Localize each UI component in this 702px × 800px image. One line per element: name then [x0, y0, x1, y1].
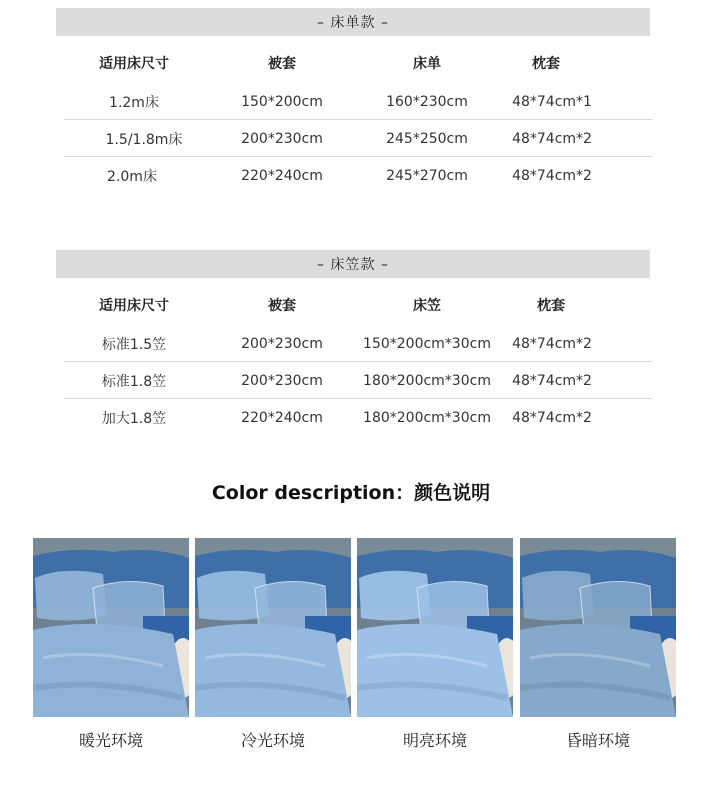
- table-header-row: [56, 43, 652, 83]
- size-table-sheet: [56, 43, 652, 194]
- header-fitted-sheet: 床笠: [413, 298, 441, 314]
- bedding-photo-bright-light: [357, 538, 513, 717]
- cell-pillowcase: 48*74cm*2: [512, 372, 592, 389]
- cell-pillowcase: 48*74cm*2: [512, 167, 592, 184]
- table-header-row: [56, 285, 652, 325]
- header-bed-size: 适用床尺寸: [99, 56, 169, 72]
- cell-duvet-cover: 150*200cm: [241, 93, 323, 110]
- section-title-text: – 床单款 –: [317, 15, 389, 31]
- section-title-sheet: [56, 8, 650, 36]
- cell-duvet-cover: 220*240cm: [241, 167, 323, 184]
- cell-flat-sheet: 245*270cm: [386, 167, 468, 184]
- header-duvet-cover: 被套: [268, 56, 296, 72]
- cell-pillowcase: 48*74cm*2: [512, 409, 592, 426]
- cell-bed-size: 加大1.8笠: [101, 410, 167, 427]
- cell-fitted-sheet: 150*200cm*30cm: [363, 335, 491, 352]
- table-row: [56, 157, 652, 194]
- cell-duvet-cover: 200*230cm: [241, 372, 323, 389]
- header-flat-sheet: 床单: [413, 56, 441, 72]
- caption-dim-light: 昏暗环境: [565, 731, 630, 750]
- cell-bed-size: 1.5/1.8m床: [105, 131, 183, 148]
- table-row: [56, 399, 652, 436]
- cell-fitted-sheet: 180*200cm*30cm: [363, 409, 491, 426]
- size-table-fitted: [56, 285, 652, 436]
- bedding-photo-warm-light: [33, 538, 189, 717]
- cell-duvet-cover: 200*230cm: [241, 130, 323, 147]
- section-title-text: – 床笠款 –: [317, 257, 389, 273]
- header-pillowcase: 枕套: [532, 56, 560, 72]
- table-row: [56, 325, 652, 362]
- cell-pillowcase: 48*74cm*2: [512, 335, 592, 352]
- caption-bright-light: 明亮环境: [402, 731, 467, 750]
- table-row: [56, 362, 652, 399]
- cell-bed-size: 标准1.8笠: [101, 373, 167, 390]
- caption-cool-light: 冷光环境: [240, 731, 305, 750]
- bedding-photo-cool-light: [195, 538, 351, 717]
- cell-fitted-sheet: 180*200cm*30cm: [363, 372, 491, 389]
- cell-bed-size: 标准1.5笠: [101, 336, 167, 353]
- table-row: [56, 120, 652, 157]
- cell-pillowcase: 48*74cm*1: [512, 93, 592, 110]
- cell-bed-size: 2.0m床: [107, 168, 157, 185]
- cell-duvet-cover: 200*230cm: [241, 335, 323, 352]
- caption-warm-light: 暖光环境: [78, 731, 143, 750]
- cell-flat-sheet: 245*250cm: [386, 130, 468, 147]
- cell-flat-sheet: 160*230cm: [386, 93, 468, 110]
- section-title-fitted: [56, 250, 650, 278]
- cell-bed-size: 1.2m床: [109, 94, 159, 111]
- header-pillowcase: 枕套: [537, 298, 565, 314]
- cell-pillowcase: 48*74cm*2: [512, 130, 592, 147]
- bedding-photo-dim-light: [520, 538, 676, 717]
- color-description-title: Color description：颜色说明: [211, 482, 491, 504]
- table-row: [56, 83, 652, 120]
- cell-duvet-cover: 220*240cm: [241, 409, 323, 426]
- header-duvet-cover: 被套: [268, 298, 296, 314]
- header-bed-size: 适用床尺寸: [99, 298, 169, 314]
